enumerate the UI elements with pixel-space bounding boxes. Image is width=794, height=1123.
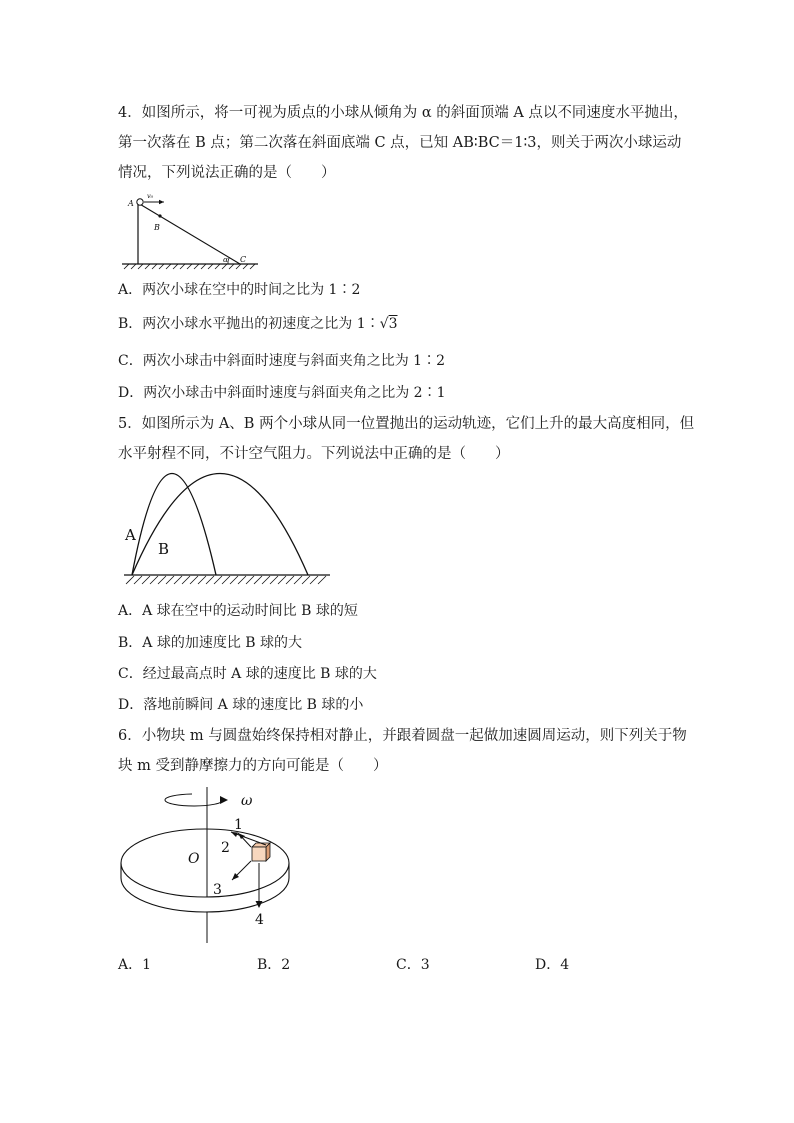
q5-option-d[interactable]: D．落地前瞬间 A 球的速度比 B 球的小 (118, 697, 364, 713)
q4-label-b: B (154, 223, 160, 232)
q4-option-d[interactable]: D．两次小球击中斜面时速度与斜面夹角之比为 2∶1 (118, 385, 446, 401)
q5-label-b: B (158, 540, 170, 558)
q6-label-omega: ω (241, 793, 253, 809)
q4-label-c: C (240, 255, 247, 264)
q4-label-v0: v₀ (147, 192, 154, 200)
q6-option-a[interactable]: A．1 (118, 957, 152, 973)
q4-option-c[interactable]: C．两次小球击中斜面时速度与斜面夹角之比为 1∶2 (118, 353, 445, 369)
q6-stem-line-1: 6．小物块 m 与圆盘始终保持相对静止，并跟着圆盘一起做加速圆周运动，则下列关于物 (118, 728, 687, 744)
q5-option-b[interactable]: B．A 球的加速度比 B 球的大 (118, 635, 303, 651)
q4-stem-line-1: 4．如图所示，将一可视为质点的小球从倾角为 α 的斜面顶端 A 点以不同速度水平抛出， (118, 105, 688, 121)
q5-label-a: A (125, 526, 136, 544)
q4-label-a: A (128, 199, 134, 208)
q6-option-c[interactable]: C．3 (396, 957, 430, 973)
q5-option-c[interactable]: C．经过最高点时 A 球的速度比 B 球的大 (118, 666, 377, 682)
q6-label-3: 3 (213, 882, 222, 898)
q6-label-4: 4 (255, 912, 264, 928)
q5-stem-line-1: 5．如图所示为 A、B 两个小球从同一位置抛出的运动轨迹，它们上升的最大高度相同，但 (118, 416, 695, 432)
q4-incline-figure (118, 190, 268, 272)
q4-option-b-text: B．两次小球水平抛出的初速度之比为 1∶ (118, 316, 380, 332)
q5-stem-line-2: 水平射程不同，不计空气阻力。下列说法中正确的是（ ） (118, 446, 510, 462)
q4-option-a[interactable]: A．两次小球在空中的时间之比为 1∶2 (118, 282, 361, 298)
q6-disc-figure (118, 785, 308, 947)
q6-stem-line-2: 块 m 受到静摩擦力的方向可能是（ ） (118, 758, 388, 774)
q5-trajectory-figure (118, 472, 338, 592)
q4-stem-line-3: 情况，下列说法正确的是（ ） (118, 165, 336, 181)
q5-option-a[interactable]: A．A 球在空中的运动时间比 B 球的短 (118, 603, 358, 619)
sqrt-radicand: 3 (388, 316, 398, 332)
q6-option-b[interactable]: B．2 (257, 957, 291, 973)
q6-label-o: O (188, 851, 200, 867)
sqrt-sign: √3 (379, 316, 398, 332)
q6-label-1: 1 (234, 817, 243, 833)
q4-label-alpha: α (223, 255, 229, 264)
q6-option-d[interactable]: D．4 (535, 957, 570, 973)
q4-stem-line-2: 第一次落在 B 点；第二次落在斜面底端 C 点，已知 AB∶BC＝1∶3，则关于两次小球运动 (118, 135, 682, 151)
q6-label-2: 2 (221, 840, 230, 856)
q4-option-b[interactable] (118, 314, 398, 334)
